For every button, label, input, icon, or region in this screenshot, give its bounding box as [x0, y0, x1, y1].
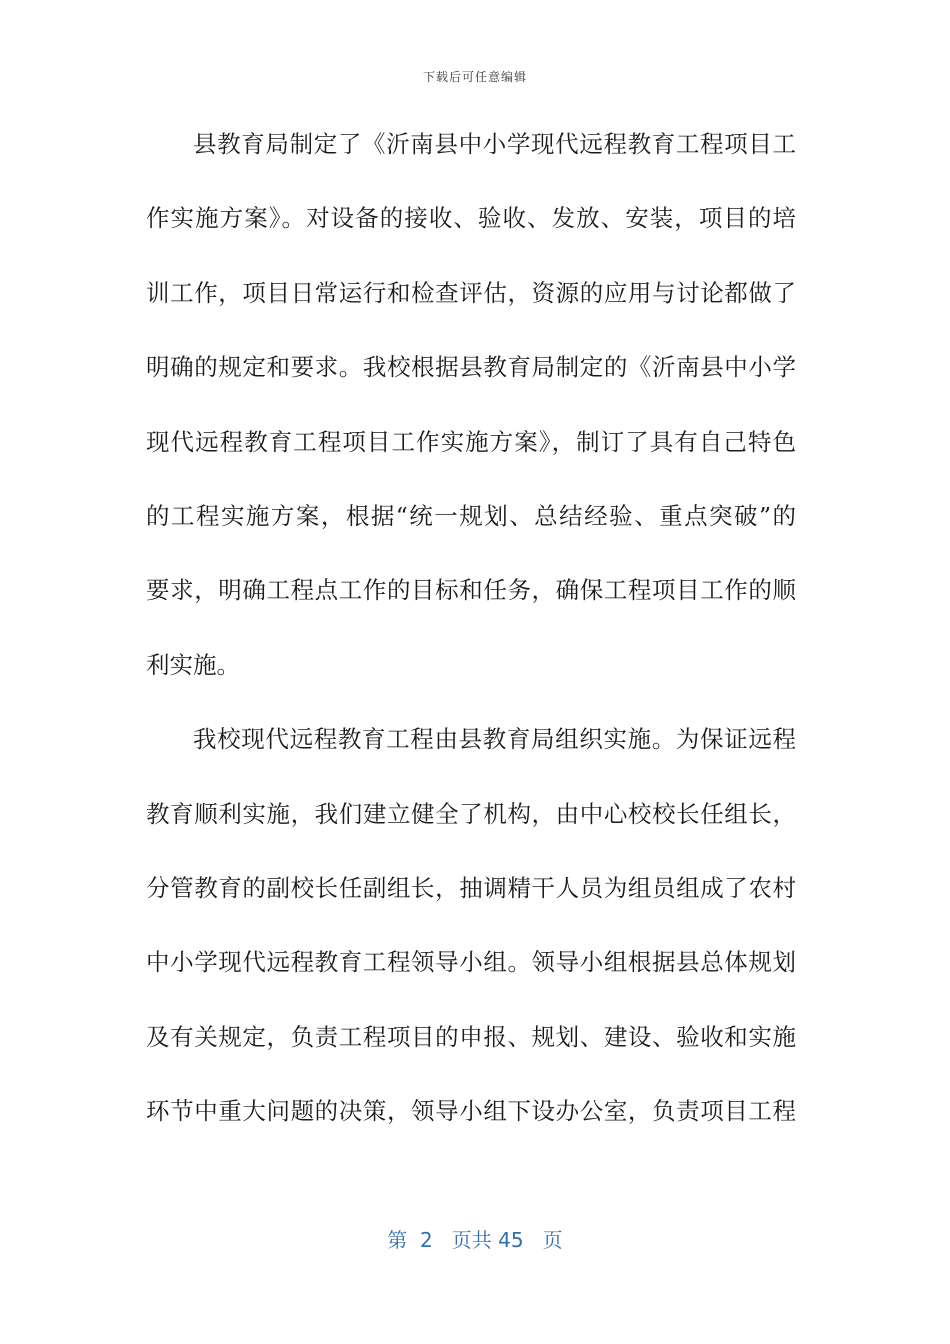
text-line: 训工作，项目日常运行和检查评估，资源的应用与讨论都做了: [146, 278, 796, 307]
text-line: 现代远程教育工程项目工作实施方案》，制订了具有自己特色: [146, 427, 796, 456]
text-line: 教育顺利实施，我们建立健全了机构，由中心校校长任组长，: [146, 799, 796, 828]
text-line: 作实施方案》。对设备的接收、验收、发放、安装，项目的培: [146, 204, 796, 233]
page-number-footer: 第 2 页共 45 页: [387, 1228, 563, 1252]
text-line: 明确的规定和要求。我校根据县教育局制定的《沂南县中小学: [146, 353, 796, 382]
text-line: 分管教育的副校长任副组长，抽调精干人员为组员组成了农村: [146, 873, 796, 902]
document-body: [146, 124, 796, 1165]
page-header: 下载后可任意编辑: [422, 70, 527, 84]
paragraph-1: [146, 124, 796, 719]
paragraph-2: [146, 719, 796, 1165]
text-line: 要求，明确工程点工作的目标和任务，确保工程项目工作的顺: [146, 576, 796, 605]
text-line: 县教育局制定了《沂南县中小学现代远程教育工程项目工: [193, 130, 796, 158]
text-line: 的工程实施方案，根据“统一规划、总结经验、重点突破”的: [146, 501, 796, 530]
text-line: 中小学现代远程教育工程领导小组。领导小组根据县总体规划: [146, 948, 796, 977]
text-line: 及有关规定，负责工程项目的申报、规划、建设、验收和实施: [146, 1022, 796, 1051]
text-line: 利实施。: [146, 650, 240, 679]
text-line: 我校现代远程教育工程由县教育局组织实施。为保证远程: [193, 725, 796, 754]
text-line: 环节中重大问题的决策，领导小组下设办公室，负责项目工程: [146, 1097, 796, 1126]
